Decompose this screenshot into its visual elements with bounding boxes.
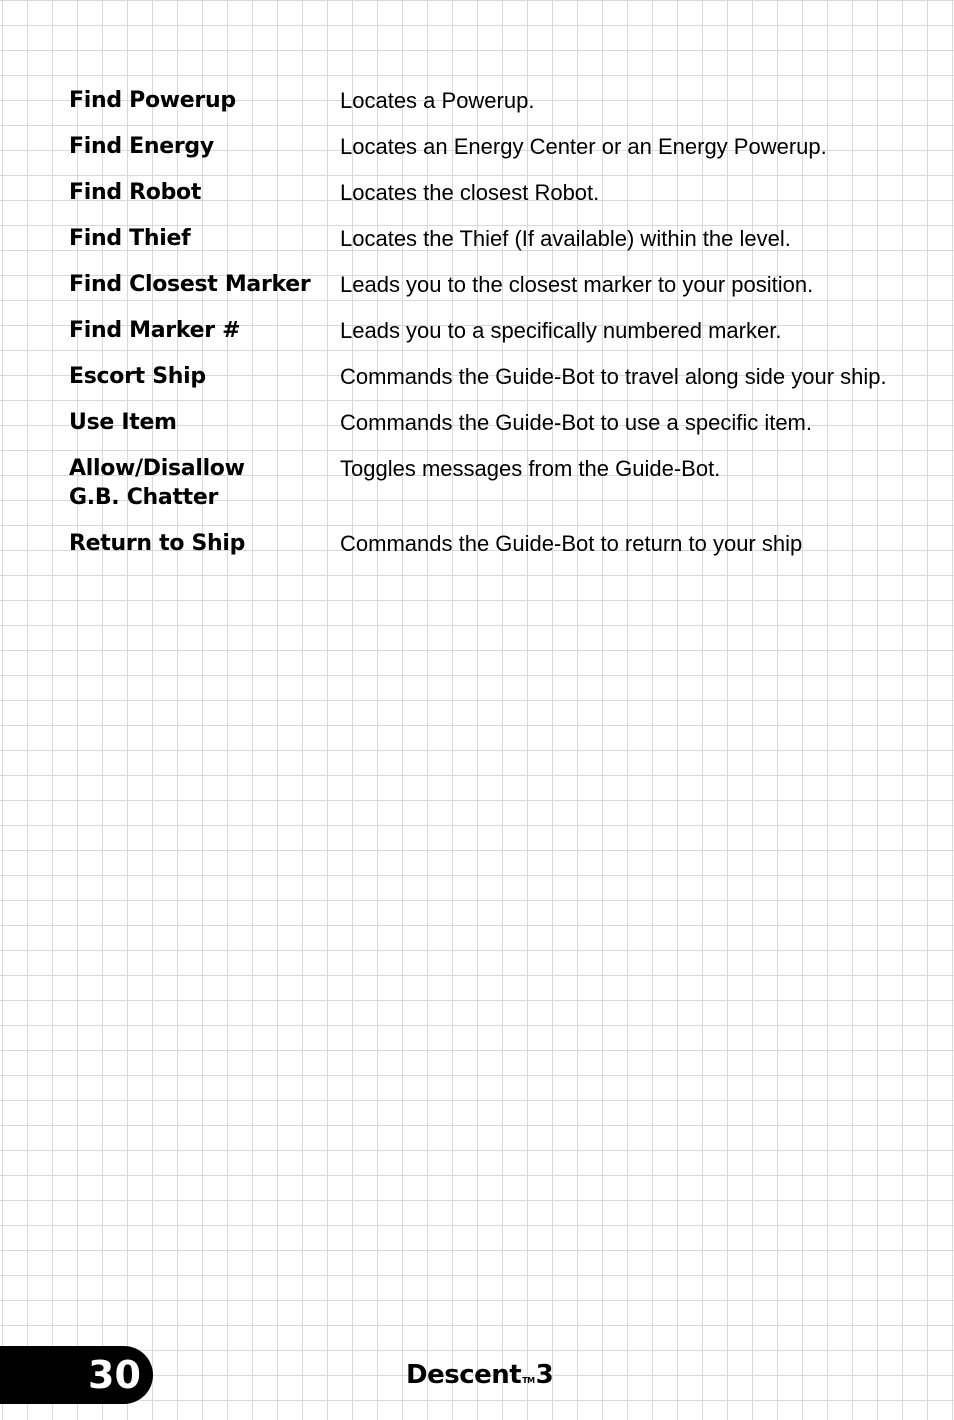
command-description: Commands the Guide-Bot to return to your ship: [340, 531, 803, 556]
command-row: [69, 529, 889, 558]
footer-title: [406, 1357, 553, 1393]
page-number: 30: [88, 1353, 141, 1397]
command-description: Commands the Guide-Bot to use a specific item.: [340, 410, 812, 435]
command-name: Use Item: [69, 410, 177, 435]
command-row: [69, 86, 889, 115]
trademark-mark: TM: [522, 1376, 535, 1385]
command-row: [69, 270, 889, 299]
command-description: Locates the closest Robot.: [340, 180, 600, 205]
command-description: Locates an Energy Center or an Energy Powerup.: [340, 134, 827, 159]
command-row: [69, 224, 889, 253]
command-row: [69, 178, 889, 207]
command-name: Find Thief: [69, 226, 191, 251]
command-description: Locates the Thief (If available) within the level.: [340, 226, 791, 251]
command-name: Find Energy: [69, 134, 214, 159]
command-name: Allow/Disallow G.B. Chatter: [69, 456, 245, 510]
command-row: [69, 316, 889, 345]
command-table: [69, 86, 889, 575]
command-name: Find Powerup: [69, 88, 236, 113]
command-name: Escort Ship: [69, 364, 206, 389]
command-description: Locates a Powerup.: [340, 88, 535, 113]
command-name: Find Closest Marker: [69, 272, 311, 297]
command-row: [69, 132, 889, 161]
footer-title-suffix: 3: [535, 1360, 554, 1390]
command-row: [69, 408, 889, 437]
command-description: Leads you to a specifically numbered marker.: [340, 318, 782, 343]
command-description: Commands the Guide-Bot to travel along side your ship.: [340, 364, 887, 389]
command-description: Toggles messages from the Guide-Bot.: [340, 456, 721, 481]
command-row: [69, 362, 889, 391]
command-name: Find Marker #: [69, 318, 241, 343]
footer-title-text: Descent: [406, 1360, 522, 1390]
command-row: [69, 454, 889, 512]
command-name: Find Robot: [69, 180, 202, 205]
command-description: Leads you to the closest marker to your position.: [340, 272, 814, 297]
command-name: Return to Ship: [69, 531, 246, 556]
